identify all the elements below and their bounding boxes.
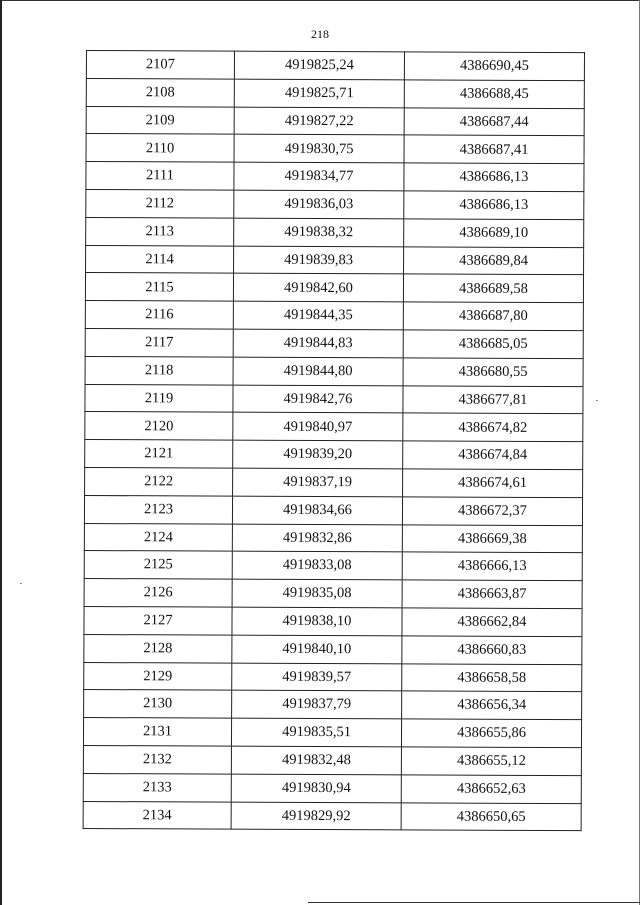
x-coordinate-cell: 4919842,76 (233, 385, 403, 414)
point-number-cell: 2120 (85, 412, 233, 440)
y-coordinate-cell: 4386666,13 (402, 552, 582, 581)
y-coordinate-cell: 4386687,44 (404, 107, 584, 136)
table-row (85, 384, 583, 414)
y-coordinate-cell: 4386690,45 (404, 52, 584, 81)
x-coordinate-cell: 4919839,83 (234, 246, 404, 275)
y-coordinate-cell: 4386685,05 (403, 330, 583, 359)
x-coordinate-cell: 4919834,66 (232, 496, 402, 525)
x-coordinate-cell: 4919838,10 (232, 607, 402, 636)
x-coordinate-cell: 4919827,22 (234, 107, 404, 136)
y-coordinate-cell: 4386677,81 (403, 385, 583, 414)
x-coordinate-cell: 4919839,57 (232, 663, 402, 692)
x-coordinate-cell: 4919842,60 (233, 274, 403, 303)
point-number-cell: 2125 (84, 551, 232, 579)
point-number-cell: 2109 (86, 106, 234, 134)
table-row (84, 579, 582, 609)
point-number-cell: 2122 (85, 467, 233, 495)
table-row (84, 523, 582, 553)
table-row (85, 356, 583, 386)
y-coordinate-cell: 4386658,58 (402, 663, 582, 692)
x-coordinate-cell: 4919837,19 (233, 468, 403, 497)
x-coordinate-cell: 4919844,83 (233, 329, 403, 358)
point-number-cell: 2117 (85, 328, 233, 356)
x-coordinate-cell: 4919837,79 (232, 690, 402, 719)
point-number-cell: 2124 (84, 523, 232, 551)
point-number-cell: 2118 (85, 356, 233, 384)
y-coordinate-cell: 4386688,45 (404, 80, 584, 109)
x-coordinate-cell: 4919829,92 (231, 802, 401, 831)
x-coordinate-cell: 4919835,08 (232, 579, 402, 608)
table-row (84, 662, 582, 692)
y-coordinate-cell: 4386689,58 (403, 274, 583, 303)
point-number-cell: 2114 (86, 245, 234, 273)
coordinates-table (83, 50, 585, 831)
scan-speck (596, 400, 598, 401)
y-coordinate-cell: 4386660,83 (402, 636, 582, 665)
table-row (86, 162, 584, 192)
table-row (86, 134, 584, 164)
point-number-cell: 2113 (86, 217, 234, 245)
table-row (84, 606, 582, 636)
table-row (83, 773, 581, 803)
x-coordinate-cell: 4919825,24 (234, 51, 404, 80)
point-number-cell: 2129 (84, 662, 232, 690)
point-number-cell: 2108 (86, 78, 234, 106)
table-row (86, 51, 584, 81)
y-coordinate-cell: 4386674,82 (403, 413, 583, 442)
table-row (83, 718, 581, 748)
scan-speck (20, 583, 22, 584)
y-coordinate-cell: 4386662,84 (402, 608, 582, 637)
x-coordinate-cell: 4919836,03 (234, 190, 404, 219)
table-row (86, 106, 584, 136)
table-row (85, 412, 583, 442)
point-number-cell: 2127 (84, 606, 232, 634)
point-number-cell: 2119 (85, 384, 233, 412)
y-coordinate-cell: 4386686,13 (404, 191, 584, 220)
scan-top-edge (0, 0, 640, 1)
scan-left-edge (0, 0, 2, 905)
coordinates-table-body (83, 51, 584, 831)
y-coordinate-cell: 4386663,87 (402, 580, 582, 609)
page-number: 218 (311, 27, 329, 41)
y-coordinate-cell: 4386656,34 (402, 691, 582, 720)
x-coordinate-cell: 4919832,48 (231, 746, 401, 775)
point-number-cell: 2130 (84, 690, 232, 718)
table-row (84, 551, 582, 581)
x-coordinate-cell: 4919832,86 (232, 524, 402, 553)
y-coordinate-cell: 4386672,37 (402, 497, 582, 526)
y-coordinate-cell: 4386674,84 (403, 441, 583, 470)
point-number-cell: 2111 (86, 162, 234, 190)
x-coordinate-cell: 4919833,08 (232, 551, 402, 580)
point-number-cell: 2116 (85, 301, 233, 329)
x-coordinate-cell: 4919830,94 (231, 774, 401, 803)
table-row (85, 301, 583, 331)
y-coordinate-cell: 4386655,86 (401, 719, 581, 748)
point-number-cell: 2107 (86, 51, 234, 79)
y-coordinate-cell: 4386687,41 (404, 135, 584, 164)
y-coordinate-cell: 4386669,38 (402, 524, 582, 553)
y-coordinate-cell: 4386689,10 (404, 219, 584, 248)
table-row (84, 495, 582, 525)
point-number-cell: 2121 (85, 440, 233, 468)
y-coordinate-cell: 4386652,63 (401, 775, 581, 804)
table-row (83, 745, 581, 775)
table-row (86, 217, 584, 247)
point-number-cell: 2110 (86, 134, 234, 162)
point-number-cell: 2131 (83, 718, 231, 746)
x-coordinate-cell: 4919835,51 (231, 718, 401, 747)
point-number-cell: 2126 (84, 579, 232, 607)
y-coordinate-cell: 4386674,61 (403, 469, 583, 498)
point-number-cell: 2128 (84, 634, 232, 662)
table-row (86, 189, 584, 219)
y-coordinate-cell: 4386687,80 (403, 302, 583, 331)
y-coordinate-cell: 4386686,13 (404, 163, 584, 192)
x-coordinate-cell: 4919830,75 (234, 135, 404, 164)
table-row (86, 245, 584, 275)
y-coordinate-cell: 4386689,84 (404, 246, 584, 275)
x-coordinate-cell: 4919839,20 (233, 440, 403, 469)
x-coordinate-cell: 4919838,32 (234, 218, 404, 247)
table-row (84, 690, 582, 720)
table-row (84, 634, 582, 664)
table-row (86, 78, 584, 108)
table-row (85, 328, 583, 358)
y-coordinate-cell: 4386680,55 (403, 358, 583, 387)
point-number-cell: 2132 (83, 745, 231, 773)
scan-bottom-line (308, 902, 640, 903)
table-row (85, 273, 583, 303)
point-number-cell: 2123 (84, 495, 232, 523)
point-number-cell: 2112 (86, 189, 234, 217)
point-number-cell: 2134 (83, 801, 231, 829)
y-coordinate-cell: 4386655,12 (401, 747, 581, 776)
point-number-cell: 2115 (85, 273, 233, 301)
table-row (83, 801, 581, 831)
point-number-cell: 2133 (83, 773, 231, 801)
y-coordinate-cell: 4386650,65 (401, 802, 581, 831)
table-row (85, 440, 583, 470)
table-row (85, 467, 583, 497)
x-coordinate-cell: 4919840,10 (232, 635, 402, 664)
x-coordinate-cell: 4919840,97 (233, 413, 403, 442)
x-coordinate-cell: 4919844,80 (233, 357, 403, 386)
x-coordinate-cell: 4919834,77 (234, 162, 404, 191)
x-coordinate-cell: 4919844,35 (233, 301, 403, 330)
x-coordinate-cell: 4919825,71 (234, 79, 404, 108)
